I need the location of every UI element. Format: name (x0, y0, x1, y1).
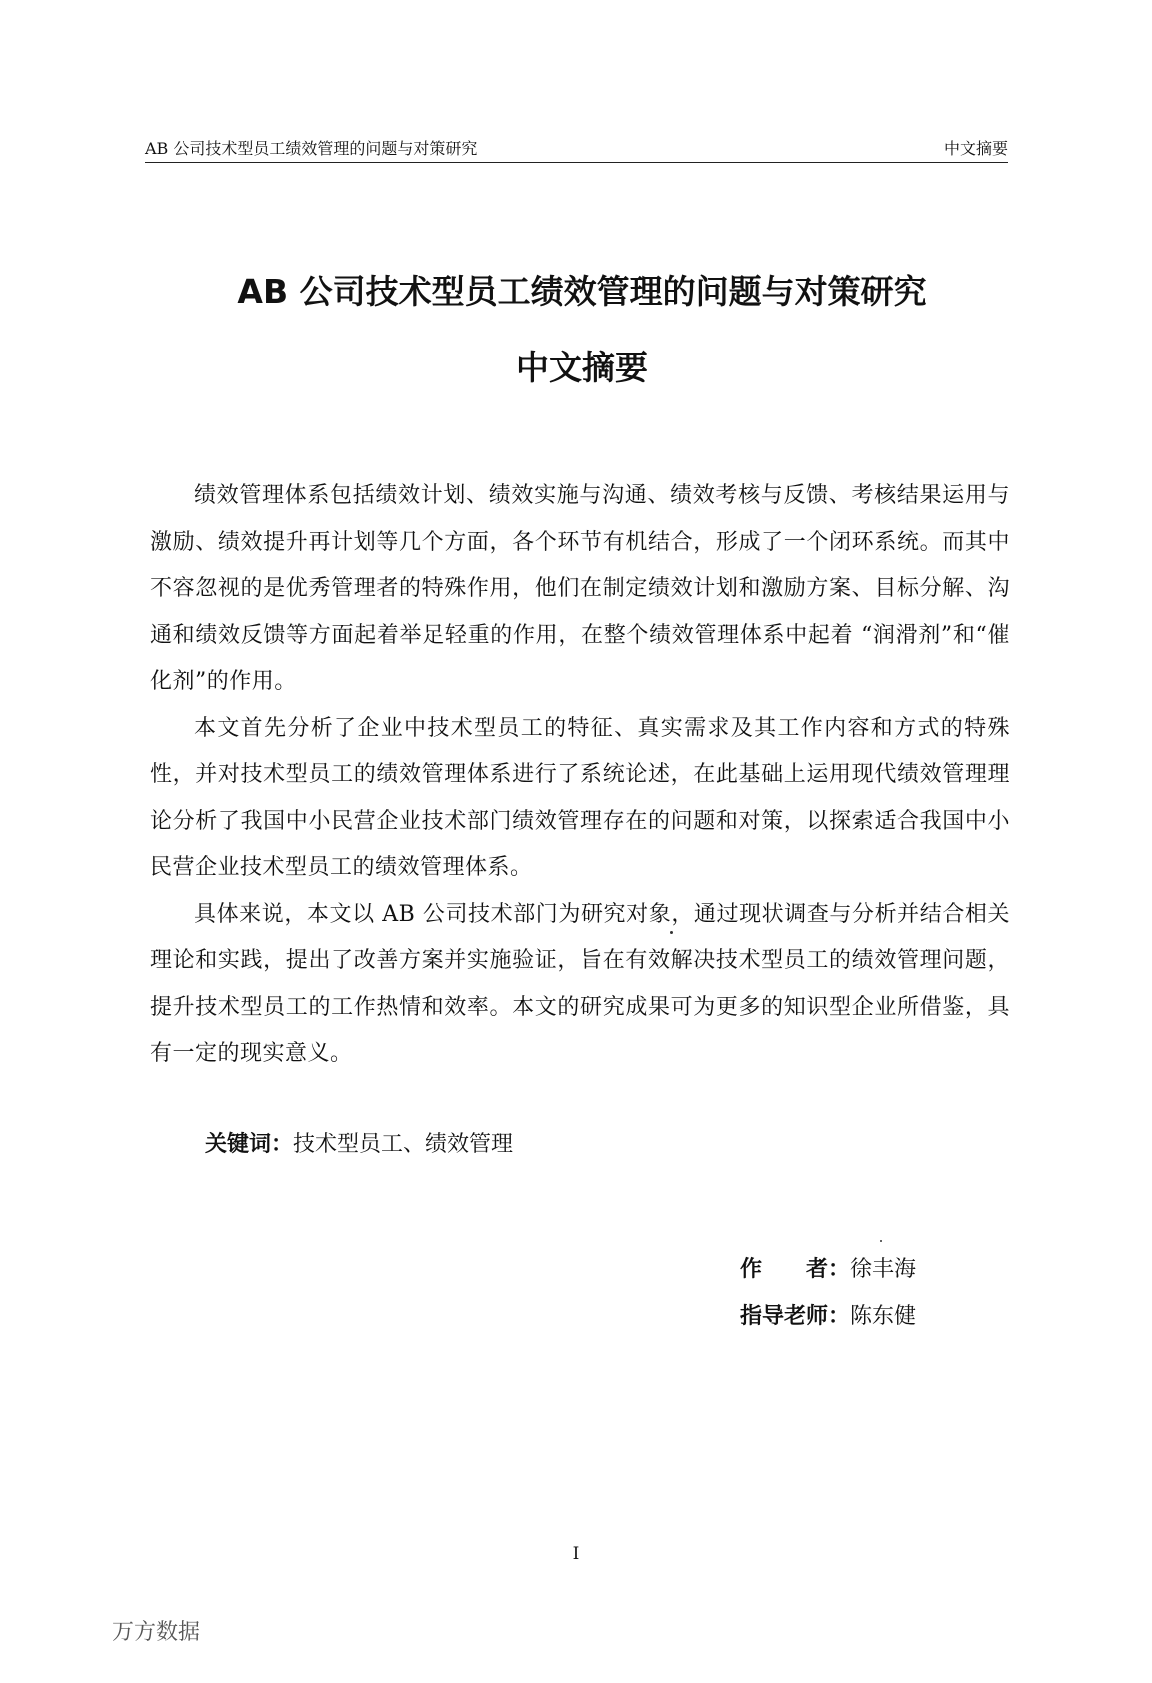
keywords-line (205, 1130, 513, 1160)
advisor-line (740, 1302, 916, 1332)
author-label: 作 者： (740, 1257, 851, 1282)
advisor-name: 陈东健 (850, 1304, 917, 1329)
scan-speck (880, 1240, 882, 1242)
advisor-label: 指导老师： (740, 1304, 851, 1329)
scan-speck (670, 931, 673, 934)
running-header (145, 140, 1008, 163)
keywords-label: 关键词： (205, 1132, 294, 1157)
abstract-body (150, 473, 1010, 1078)
header-section-name: 中文摘要 (943, 139, 1008, 158)
section-title: 中文摘要 (516, 348, 648, 387)
page-number: I (572, 1544, 580, 1564)
keywords-value: 技术型员工、绩效管理 (293, 1132, 514, 1157)
abstract-paragraph-1: 绩效管理体系包括绩效计划、绩效实施与沟通、绩效考核与反馈、考核结果运用与激励、绩效提升再计划等几个方面，各个环节有机结合，形成了一个闭环系统。而其中不容忽视的是优秀管理者的特殊作用，他们在制定绩效计划和激励方案、目标分解、沟通和绩效反馈等方面起着举足轻重的作用，在整个绩效管理体系中起着 “润滑剂”和“催化剂”的作用。 (150, 483, 1010, 694)
abstract-paragraph-2: 本文首先分析了企业中技术型员工的特征、真实需求及其工作内容和方式的特殊性，并对技术型员工的绩效管理体系进行了系统论述，在此基础上运用现代绩效管理理论分析了我国中小民营企业技术部门绩效管理存在的问题和对策，以探索适合我国中小民营企业技术型员工的绩效管理体系。 (150, 715, 1010, 880)
abstract-paragraph-3: 具体来说，本文以 AB 公司技术部门为研究对象，通过现状调查与分析并结合相关理论和实践，提出了改善方案并实施验证，旨在有效解决技术型员工的绩效管理问题，提升技术型员工的工作热情和效率。本文的研究成果可为更多的知识型企业所借鉴，具有一定的现实意义。 (150, 901, 1010, 1066)
watermark: 万方数据 (112, 1620, 201, 1645)
header-thesis-title: AB 公司技术型员工绩效管理的问题与对策研究 (145, 139, 478, 158)
page-title: AB 公司技术型员工绩效管理的问题与对策研究 (237, 272, 927, 311)
author-name: 徐丰海 (850, 1257, 917, 1282)
author-line (740, 1255, 916, 1285)
